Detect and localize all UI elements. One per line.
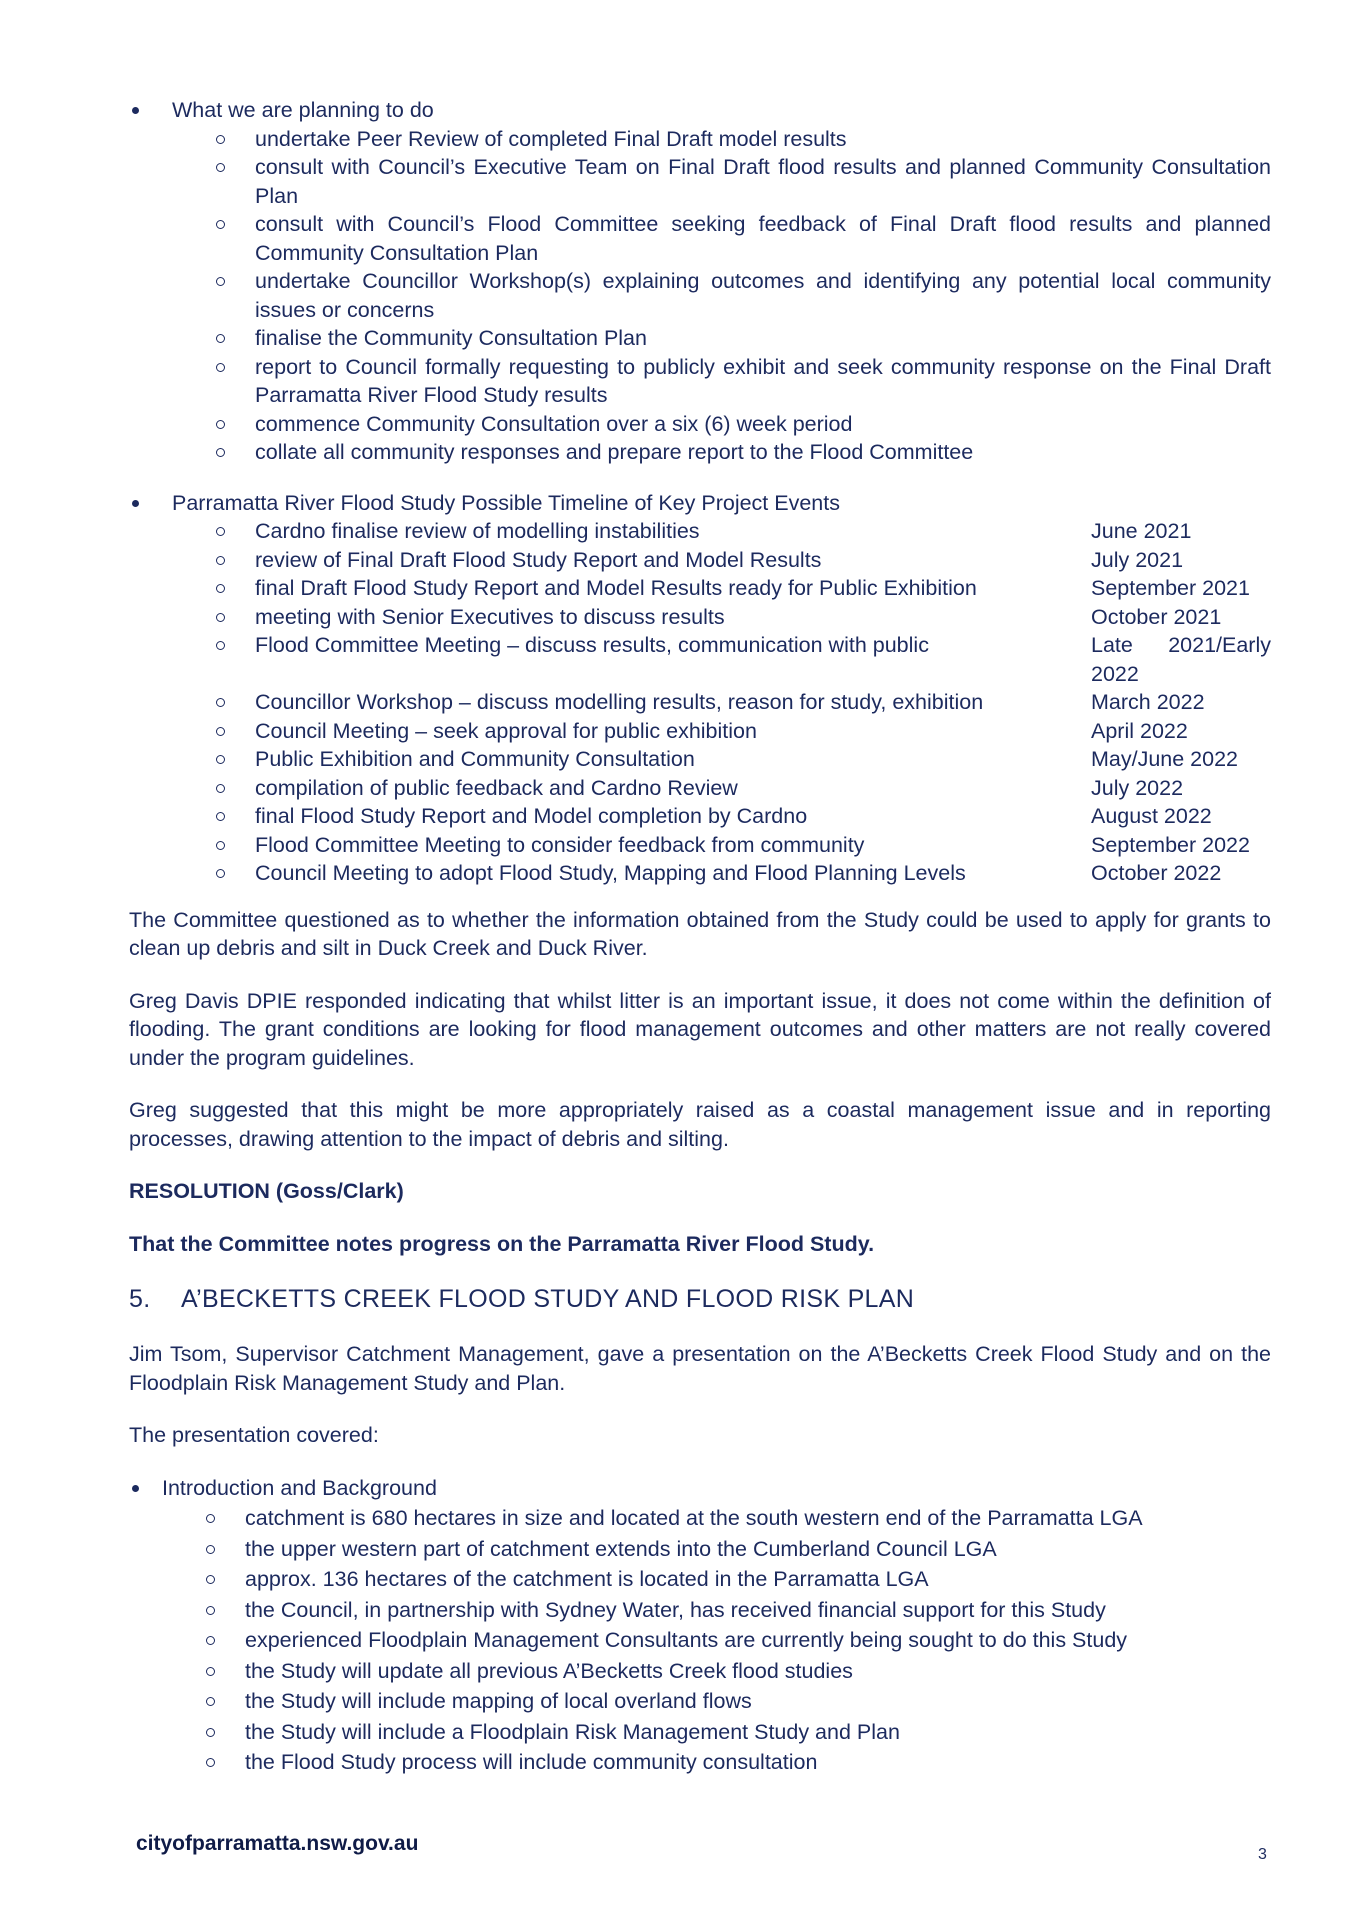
timeline-date: March 2022 xyxy=(1091,690,1205,714)
timeline-row xyxy=(172,631,1271,688)
timeline-event: review of Final Draft Flood Study Report and Model Results xyxy=(255,547,822,572)
paragraph-committee-question: The Committee questioned as to whether the information obtained from the Study could be used to apply for grants to clean up debris and silt in Duck Creek and Duck River. xyxy=(129,907,1271,960)
list-item: catchment is 680 hectares in size and located at the south western end of the Parramatta LGA xyxy=(162,1504,1271,1533)
timeline-event: Council Meeting – seek approval for public exhibition xyxy=(255,718,757,743)
timeline-date: June 2021 xyxy=(1091,519,1192,543)
footer-url[interactable]: cityofparramatta.nsw.gov.au xyxy=(136,1832,419,1855)
timeline-heading xyxy=(129,489,1271,888)
list-item: experienced Floodplain Management Consultants are currently being sought to do this Study xyxy=(162,1626,1271,1655)
intro-sublist xyxy=(162,1504,1271,1777)
timeline-date: May/June 2022 xyxy=(1091,747,1239,771)
timeline-row xyxy=(172,603,1271,632)
paragraph-dpie-response: Greg Davis DPIE responded indicating that whilst litter is an important issue, it does not come within the definition of flooding. The grant conditions are looking for flood management outcomes and other matters are not really covered under the program guidelines. xyxy=(129,988,1271,1070)
list-item: commence Community Consultation over a six (6) week period xyxy=(172,410,1271,439)
timeline-row xyxy=(172,546,1271,575)
timeline-date: April 2022 xyxy=(1091,718,1188,743)
intro-heading-text: Introduction and Background xyxy=(162,1475,437,1500)
timeline-row xyxy=(172,859,1271,888)
planning-sublist xyxy=(172,125,1271,467)
timeline-event: Flood Committee Meeting to consider feedback from community xyxy=(255,832,865,857)
timeline-event: Councillor Workshop – discuss modelling results, reason for study, exhibition xyxy=(255,690,984,714)
timeline-sublist xyxy=(172,517,1271,888)
timeline-list xyxy=(129,489,1271,888)
timeline-date: August 2022 xyxy=(1091,804,1212,828)
list-item: the upper western part of catchment extends into the Cumberland Council LGA xyxy=(162,1535,1271,1564)
resolution-heading: RESOLUTION (Goss/Clark) xyxy=(129,1179,404,1203)
timeline-row xyxy=(172,745,1271,774)
timeline-event: meeting with Senior Executives to discuss results xyxy=(255,604,725,629)
list-item: collate all community responses and prepare report to the Flood Committee xyxy=(172,438,1271,467)
timeline-row xyxy=(172,831,1271,860)
timeline-row xyxy=(172,688,1271,717)
list-item: consult with Council’s Executive Team on Final Draft flood results and planned Community Consultation Plan xyxy=(172,153,1271,210)
timeline-event: Public Exhibition and Community Consultation xyxy=(255,747,695,771)
section-number: 5. xyxy=(129,1285,151,1313)
paragraph-presentation-intro: Jim Tsom, Supervisor Catchment Management, gave a presentation on the A’Becketts Creek Flood Study and on the Floodplain Risk Management Study and Plan. xyxy=(129,1342,1271,1395)
section-heading xyxy=(129,1282,1271,1316)
timeline-row xyxy=(172,774,1271,803)
timeline-event: Council Meeting to adopt Flood Study, Mapping and Flood Planning Levels xyxy=(255,861,966,885)
timeline-event: compilation of public feedback and Cardno Review xyxy=(255,775,738,800)
timeline-date: Late 2021/Early 2022 xyxy=(1091,633,1271,686)
list-item: the Council, in partnership with Sydney Water, has received financial support for this Study xyxy=(162,1596,1271,1625)
spacer xyxy=(129,467,1271,489)
timeline-date: September 2021 xyxy=(1091,576,1250,600)
list-item: the Study will include mapping of local overland flows xyxy=(162,1687,1271,1716)
paragraph-presentation-covered: The presentation covered: xyxy=(129,1423,379,1447)
timeline-date: October 2022 xyxy=(1091,861,1222,885)
document-page xyxy=(129,96,1271,1777)
intro-list xyxy=(129,1474,1271,1777)
timeline-event: Flood Committee Meeting – discuss results, communication with public xyxy=(255,633,929,657)
section-title: A’BECKETTS CREEK FLOOD STUDY AND FLOOD RISK PLAN xyxy=(181,1285,915,1313)
planning-list xyxy=(129,96,1271,467)
list-item: undertake Councillor Workshop(s) explaining outcomes and identifying any potential local community issues or concerns xyxy=(172,267,1271,324)
timeline-event: final Draft Flood Study Report and Model Results ready for Public Exhibition xyxy=(255,576,977,600)
timeline-date: October 2021 xyxy=(1091,604,1222,629)
resolution-text: That the Committee notes progress on the Parramatta River Flood Study. xyxy=(129,1231,875,1256)
timeline-date: September 2022 xyxy=(1091,832,1250,857)
page-number: 3 xyxy=(1258,1846,1267,1863)
timeline-event: final Flood Study Report and Model completion by Cardno xyxy=(255,804,808,828)
paragraph-greg-suggestion: Greg suggested that this might be more appropriately raised as a coastal management issue and in reporting processes, drawing attention to the impact of debris and silting. xyxy=(129,1098,1271,1151)
planning-heading xyxy=(129,96,1271,467)
timeline-heading-text: Parramatta River Flood Study Possible Timeline of Key Project Events xyxy=(172,490,840,515)
list-item: approx. 136 hectares of the catchment is located in the Parramatta LGA xyxy=(162,1565,1271,1594)
timeline-row xyxy=(172,802,1271,831)
intro-heading xyxy=(129,1474,1271,1777)
list-item: the Study will update all previous A’Becketts Creek flood studies xyxy=(162,1657,1271,1686)
list-item: finalise the Community Consultation Plan xyxy=(172,324,1271,353)
list-item: the Study will include a Floodplain Risk Management Study and Plan xyxy=(162,1718,1271,1747)
timeline-date: July 2022 xyxy=(1091,775,1184,800)
list-item: consult with Council’s Flood Committee seeking feedback of Final Draft flood results and planned Community Consultation Plan xyxy=(172,210,1271,267)
planning-heading-text: What we are planning to do xyxy=(172,98,434,122)
list-item: the Flood Study process will include community consultation xyxy=(162,1748,1271,1777)
timeline-event: Cardno finalise review of modelling instabilities xyxy=(255,519,700,543)
timeline-date: July 2021 xyxy=(1091,547,1184,572)
timeline-row xyxy=(172,517,1271,546)
list-item: report to Council formally requesting to publicly exhibit and seek community response on the Final Draft Parramatta River Flood Study results xyxy=(172,353,1271,410)
list-item: undertake Peer Review of completed Final Draft model results xyxy=(172,125,1271,154)
timeline-row xyxy=(172,574,1271,603)
timeline-row xyxy=(172,717,1271,746)
